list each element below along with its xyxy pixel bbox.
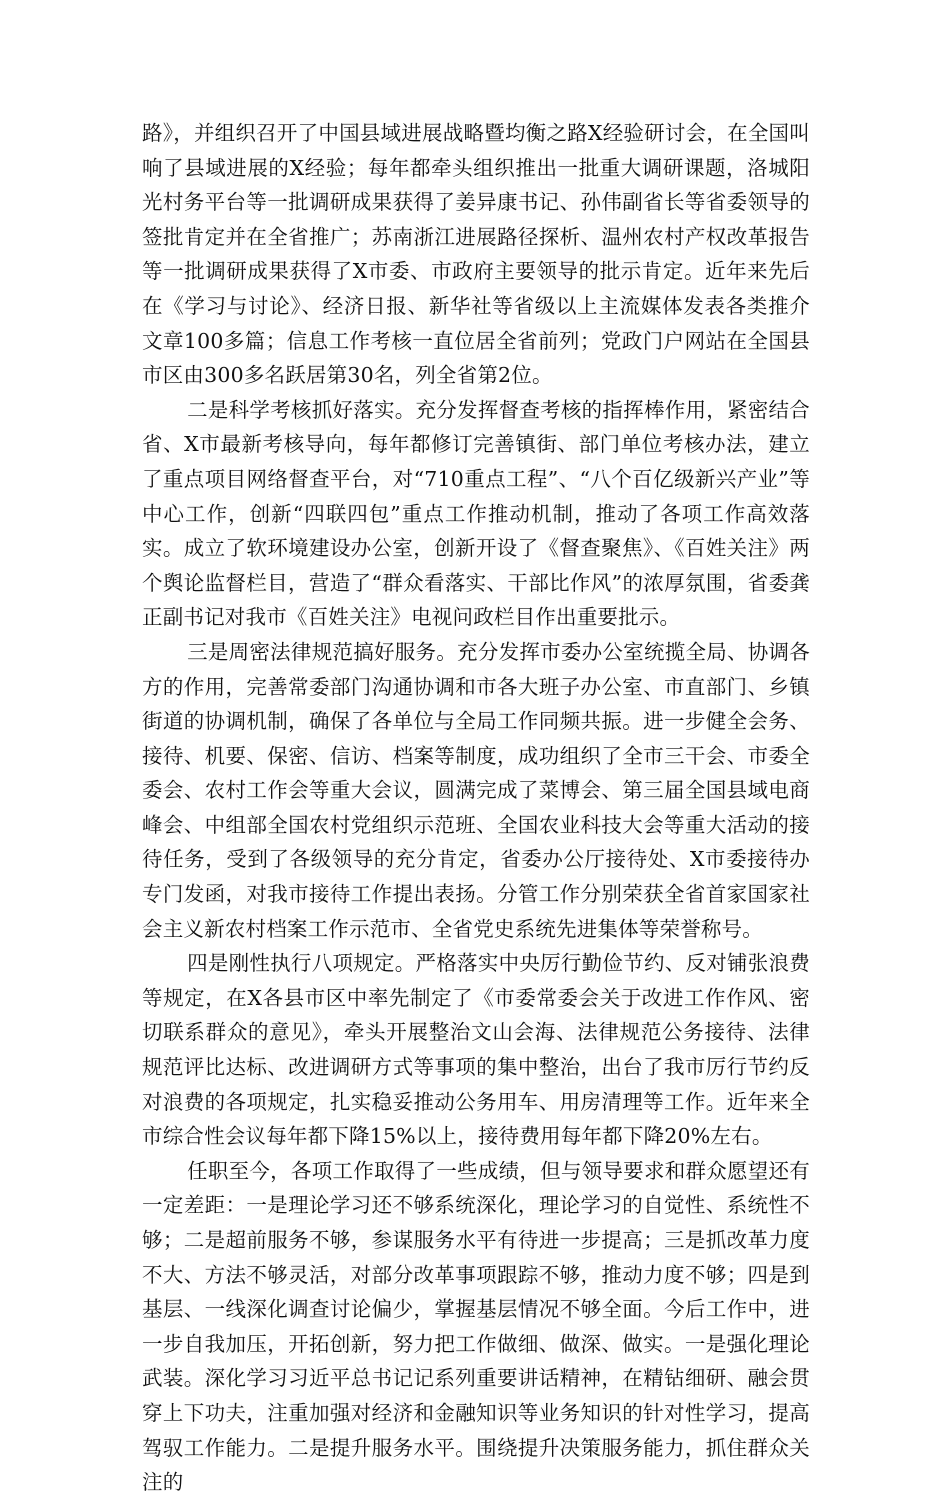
paragraph-research-achievements: 路》，并组织召开了中国县域进展战略暨均衡之路X经验研讨会，在全国叫响了县域进展的X经验；每年都牵头组织推出一批重大调研课题，洛城阳光村务平台等一批调研成果获得了姜异康书记、孙伟副省长等省委领导的签批肯定并在全省推广；苏南浙江进展路径探析、温州农村产权改革报告等一批调研成果获得了X市委、市政府主要领导的批示肯定。近年来先后在《学习与讨论》、经济日报、新华社等省级以上主流媒体发表各类推介文章100多篇；信息工作考核一直位居全省前列；党政门户网站在全国县市区由300多名跃居第30名，列全省第2位。 [142, 121, 810, 388]
paragraph-shortcomings-and-plans: 任职至今，各项工作取得了一些成绩，但与领导要求和群众愿望还有一定差距：一是理论学习还不够系统深化，理论学习的自觉性、系统性不够；二是超前服务不够，参谋服务水平有待进一步提高；三是抓改革力度不大、方法不够灵活，对部分改革事项跟踪不够，推动力度不够；四是到基层、一线深化调查讨论偏少，掌握基层情况不够全面。今后工作中，进一步自我加压，开拓创新，努力把工作做细、做深、做实。一是强化理论武装。深化学习习近平总书记记系列重要讲话精神，在精钻细研、融会贯穿上下功夫，注重加强对经济和金融知识等业务知识的针对性学习，提高驾驭工作能力。二是提升服务水平。围绕提升决策服务能力，抓住群众关注的 [142, 1158, 810, 1495]
paragraph-assessment: 二是科学考核抓好落实。充分发挥督查考核的指挥棒作用，紧密结合省、X市最新考核导向，每年都修订完善镇街、部门单位考核办法，建立了重点项目网络督查平台，对“710重点工程”、“八个百亿级新兴产业”等中心工作，创新“四联四包”重点工作推动机制，推动了各项工作高效落实。成立了软环境建设办公室，创新开设了《督查聚焦》、《百姓关注》两个舆论监督栏目，营造了“群众看落实、干部比作风”的浓厚氛围，省委龚正副书记对我市《百姓关注》电视问政栏目作出重要批示。 [142, 397, 810, 630]
document-body [142, 116, 810, 1500]
paragraph-eight-regulations: 四是刚性执行八项规定。严格落实中央厉行勤俭节约、反对铺张浪费等规定，在X各县市区中率先制定了《市委常委会关于改进工作作风、密切联系群众的意见》，牵头开展整治文山会海、法律规范公务接待、法律规范评比达标、改进调研方式等事项的集中整治，出台了我市厉行节约反对浪费的各项规定，扎实稳妥推动公务用车、用房清理等工作。近年来全市综合性会议每年都下降15%以上，接待费用每年都下降20%左右。 [142, 951, 810, 1149]
paragraph-services: 三是周密法律规范搞好服务。充分发挥市委办公室统揽全局、协调各方的作用，完善常委部门沟通协调和市各大班子办公室、市直部门、乡镇街道的协调机制，确保了各单位与全局工作同频共振。进一步健全会务、接待、机要、保密、信访、档案等制度，成功组织了全市三干会、市委全委会、农村工作会等重大会议，圆满完成了菜博会、第三届全国县域电商峰会、中组部全国农村党组织示范班、全国农业科技大会等重大活动的接待任务，受到了各级领导的充分肯定，省委办公厅接待处、X市委接待办专门发函，对我市接待工作提出表扬。分管工作分别荣获全省首家国家社会主义新农村档案工作示范市、全省党史系统先进集体等荣誉称号。 [142, 639, 810, 941]
